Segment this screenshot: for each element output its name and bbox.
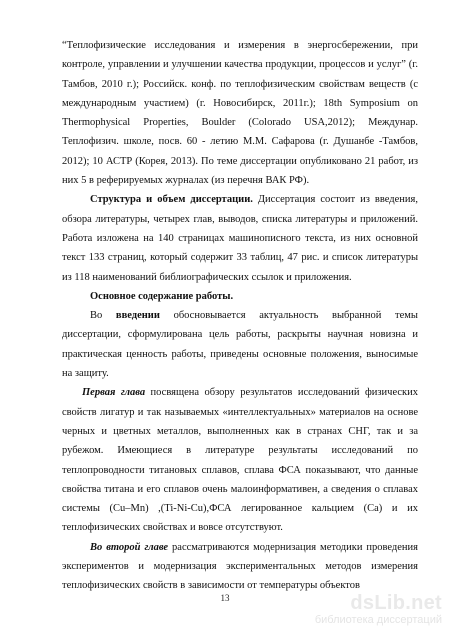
watermark — [315, 592, 442, 627]
intro-lead: Во — [90, 310, 116, 322]
watermark-logo: dsLib.net — [350, 592, 442, 614]
chapter-one-heading: Первая глава — [82, 387, 146, 399]
page-number: 13 — [220, 593, 230, 603]
paragraph-conferences: “Теплофизические исследования и измерения в энергосбережении, при контроле, управлении и улучшении качества продукции, процессов и услуг” (г. Тамбов, 2010 г.); Российск. конф. по теплофизическим свойствам веществ (с международным участием) (г. Новосибирск, 2011г.); 18th Symposium on Thermophysical Properties, Boulder (Colorado USA,2012); Междунар. Теплофизич. школе, посв. 60 - летию М.М. Сафарова (г. Душанбе -Тамбов, 2012); 10 АСТР (Корея, 2013). По теме диссертации опубликовано 21 работ, из них 5 в реферируемых журналах (из перечня ВАК РФ). — [62, 40, 418, 187]
intro-text: обосновывается актуальность выбранной темы диссертации, сформулирована цель работы, раскрыты научная новизна и практическая ценность работы, приведены основные положения, выносимые на защиту. — [62, 310, 418, 380]
chapter-two-text: рассматриваются модернизация методики проведения экспериментов и модернизация экспериментальных методов измерения теплофизических свойств в зависимости от температуры объектов — [62, 541, 419, 592]
chapter-one-text: посвящена обзору результатов исследований физических свойств лигатур и так называемых «интеллектуальных» материалов на основе черных и цветных металлов, выполненных как в странах СНГ, так и за рубежом. Имеющиеся в литературе результаты исследований по теплопроводности титановых сплавов, сплава ФСА показывают, что данные свойства титана и его сплавов очень малоинформативен, а сведения о сплавах системы (Cu–Mn) ,(Ti-Ni-Cu),ФСА легированное кальцием (Са) и их теплофизических свойствах и вовсе отсутствуют. — [62, 387, 418, 534]
paragraph-structure — [62, 190, 418, 286]
watermark-subtitle: библиотека диссертаций — [314, 614, 442, 626]
structure-heading: Структура и объем диссертации. — [90, 194, 253, 206]
intro-keyword: введении — [115, 310, 160, 322]
structure-text: Диссертация состоит из введения, обзора литературы, четырех глав, выводов, списка литературы и приложений. Работа изложена на 140 страницах машинописного текста, из них основной текст 133 страниц, который содержит 33 таблиц, 47 рис. и список литературы из 118 наименований библиографических ссылок и приложения. — [62, 194, 418, 283]
paragraph-chapter-two — [62, 538, 418, 596]
paragraph-introduction — [62, 306, 418, 383]
paragraph-chapter-one — [62, 383, 418, 537]
body-text — [62, 36, 418, 596]
content-heading: Основное содержание работы. — [90, 290, 234, 302]
chapter-two-heading: Во второй главе — [90, 541, 169, 553]
